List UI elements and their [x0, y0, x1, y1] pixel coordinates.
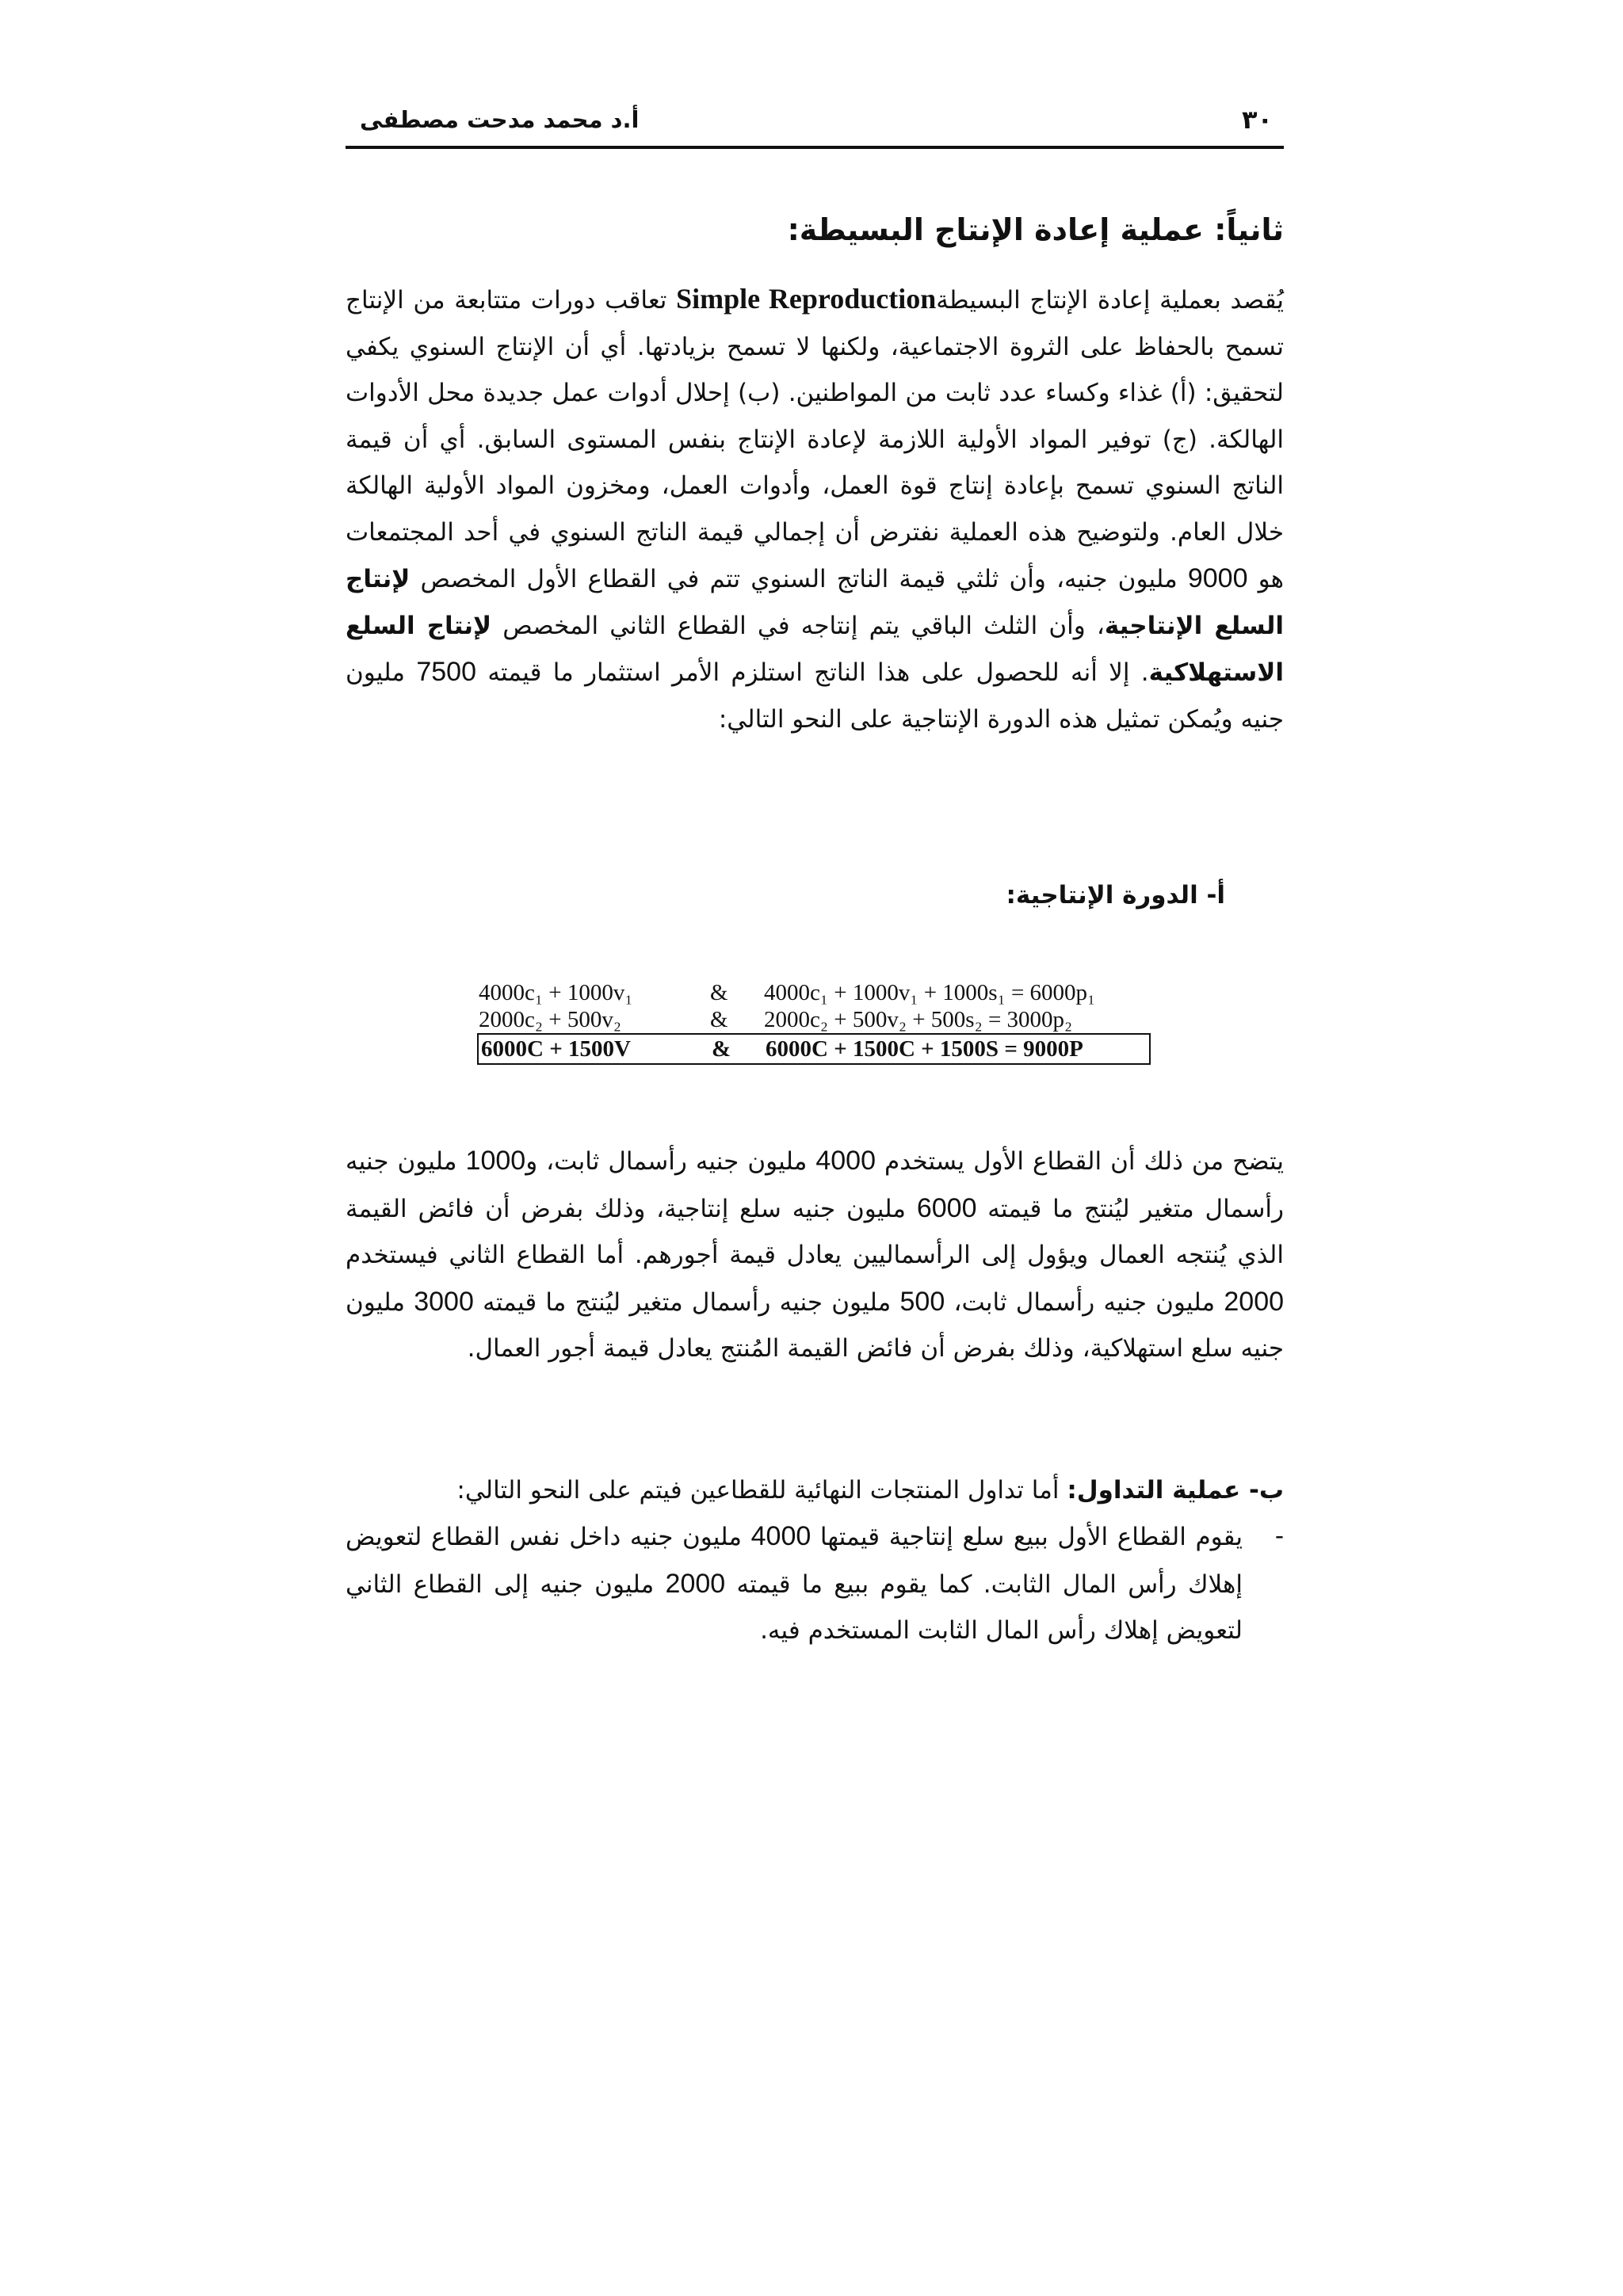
intro-total-value: 9000	[1187, 563, 1248, 593]
explanation-number: 6000	[916, 1192, 977, 1223]
explanation-text: مليون جنيه سلع استهلاكية، وذلك بفرض أن فائض القيمة المُنتج يعادل قيمة أجور العمال.	[346, 1287, 1284, 1363]
explanation-number: 2000	[1224, 1286, 1285, 1317]
explanation-text: مليون جنيه رأسمال ثابت، و	[525, 1147, 816, 1176]
bullet-dash: -	[1274, 1522, 1284, 1550]
circulation-text: أما تداول المنتجات النهائية للقطاعين فيتم على النحو التالي:	[456, 1476, 1067, 1505]
intro-text-e: . إلا أنه للحصول على هذا الناتج استلزم الأمر استثمار ما قيمته	[475, 658, 1149, 687]
explanation-number: 1000	[465, 1146, 526, 1176]
circulation-label: ب- عملية التداول:	[1067, 1476, 1284, 1505]
explanation-number: 4000	[815, 1146, 876, 1176]
bullet-number: 2000	[665, 1568, 726, 1599]
intro-bold-producer-goods: لإنتاج السلع الإنتاجية	[346, 565, 1284, 640]
intro-paragraph	[346, 276, 1284, 742]
author-name: أ.د محمد مدحت مصطفى	[360, 106, 640, 133]
intro-bold-consumer-goods: لإنتاج السلع الاستهلاكية	[346, 611, 1285, 687]
bullet-text-part: مليون جنيه داخل نفس القطاع لتعويض إهلاك رأس المال الثابت. كما يقوم ببيع ما قيمته	[346, 1523, 1243, 1599]
explanation-text: مليون جنيه رأسمال ثابت،	[945, 1287, 1224, 1317]
section-title: ثانياً: عملية إعادة الإنتاج البسيطة:	[787, 212, 1284, 247]
intro-text-b: تعاقب دورات متتابعة من الإنتاج تسمح بالحفاظ على الثروة الاجتماعية، ولكنها لا تسمح بزيادتها. أي أن الإنتاج السنوي يكفي لتحقيق: (أ) غذاء وكساء عدد ثابت من المواطنين. (ب) إحلال أدوات عمل جديدة محل الأدوات الهالكة. (ج) توفير المواد الأولية اللازمة لإعادة الإنتاج بنفس المستوى السابق. أي أن قيمة الناتج السنوي تسمح بإعادة إنتاج قوة العمل، وأدوات العمل، ومخزون المواد الأولية الهالكة خلال العام. ولتوضيح هذه العملية نفترض أن إجمالي قيمة الناتج السنوي في أحد المجتمعات هو	[346, 286, 1284, 593]
equation-amp: &	[710, 1007, 728, 1032]
page-number: ٣٠	[1241, 105, 1273, 135]
equation-left: 4000c₁ + 1000v₁	[479, 980, 633, 1005]
bullet-text	[346, 1513, 1243, 1654]
equation-left: 2000c₂ + 500v₂	[479, 1007, 621, 1032]
explanation-number: 3000	[414, 1286, 474, 1317]
equation-right: 6000C + 1500C + 1500S = 9000P	[766, 1036, 1083, 1062]
equation-right: 4000c₁ + 1000v₁ + 1000s₁ = 6000p₁	[764, 980, 1096, 1005]
equation-amp: &	[710, 980, 728, 1005]
page-header	[346, 101, 1284, 149]
explanation-text: مليون جنيه رأسمال متغير ليُنتج ما قيمته	[473, 1287, 900, 1317]
equation-right: 2000c₂ + 500v₂ + 500s₂ = 3000p₂	[764, 1007, 1073, 1032]
explanation-text: مليون جنيه سلع إنتاجية، وذلك بفرض أن فائض القيمة الذي يُنتجه العمال ويؤول إلى الرأسماليين يعادل قيمة أجورهم. أما القطاع الثاني فيستخدم	[346, 1194, 1284, 1269]
circulation-line	[346, 1467, 1284, 1514]
equation-row-sector-1	[479, 979, 1152, 1006]
explanation-text: يتضح من ذلك أن القطاع الأول يستخدم	[876, 1147, 1284, 1176]
explanation-paragraph	[346, 1138, 1284, 1372]
bullet-number: 4000	[750, 1521, 812, 1551]
bullet-text-part: يقوم القطاع الأول ببيع سلع إنتاجية قيمتها	[811, 1523, 1243, 1551]
bullet-text-part: مليون جنيه إلى القطاع الثاني لتعويض إهلاك رأس المال الثابت المستخدم فيه.	[346, 1569, 1243, 1645]
intro-text-d: ، وأن الثلث الباقي يتم إنتاجه في القطاع الثاني المخصص	[491, 611, 1105, 640]
equation-row-sector-2	[479, 1006, 1152, 1033]
intro-investment-value: 7500	[416, 657, 476, 687]
equation-row-total	[477, 1033, 1151, 1065]
explanation-text: مليون جنيه رأسمال متغير ليُنتج ما قيمته	[346, 1147, 1284, 1223]
intro-text-c: مليون جنيه، وأن ثلثي قيمة الناتج السنوي تتم في القطاع الأول المخصص	[410, 565, 1188, 593]
reproduction-equations	[479, 979, 1152, 1065]
equation-left: 6000C + 1500V	[481, 1036, 631, 1062]
intro-latin-term: Simple Reproduction	[676, 283, 937, 315]
intro-text-a: يُقصد بعملية إعادة الإنتاج البسيطة	[936, 286, 1284, 315]
explanation-number: 500	[899, 1286, 945, 1317]
intro-text-f: مليون جنيه ويُمكن تمثيل هذه الدورة الإنتاجية على النحو التالي:	[346, 658, 1284, 734]
cycle-heading: أ- الدورة الإنتاجية:	[1006, 881, 1225, 910]
equation-amp: &	[712, 1036, 731, 1062]
